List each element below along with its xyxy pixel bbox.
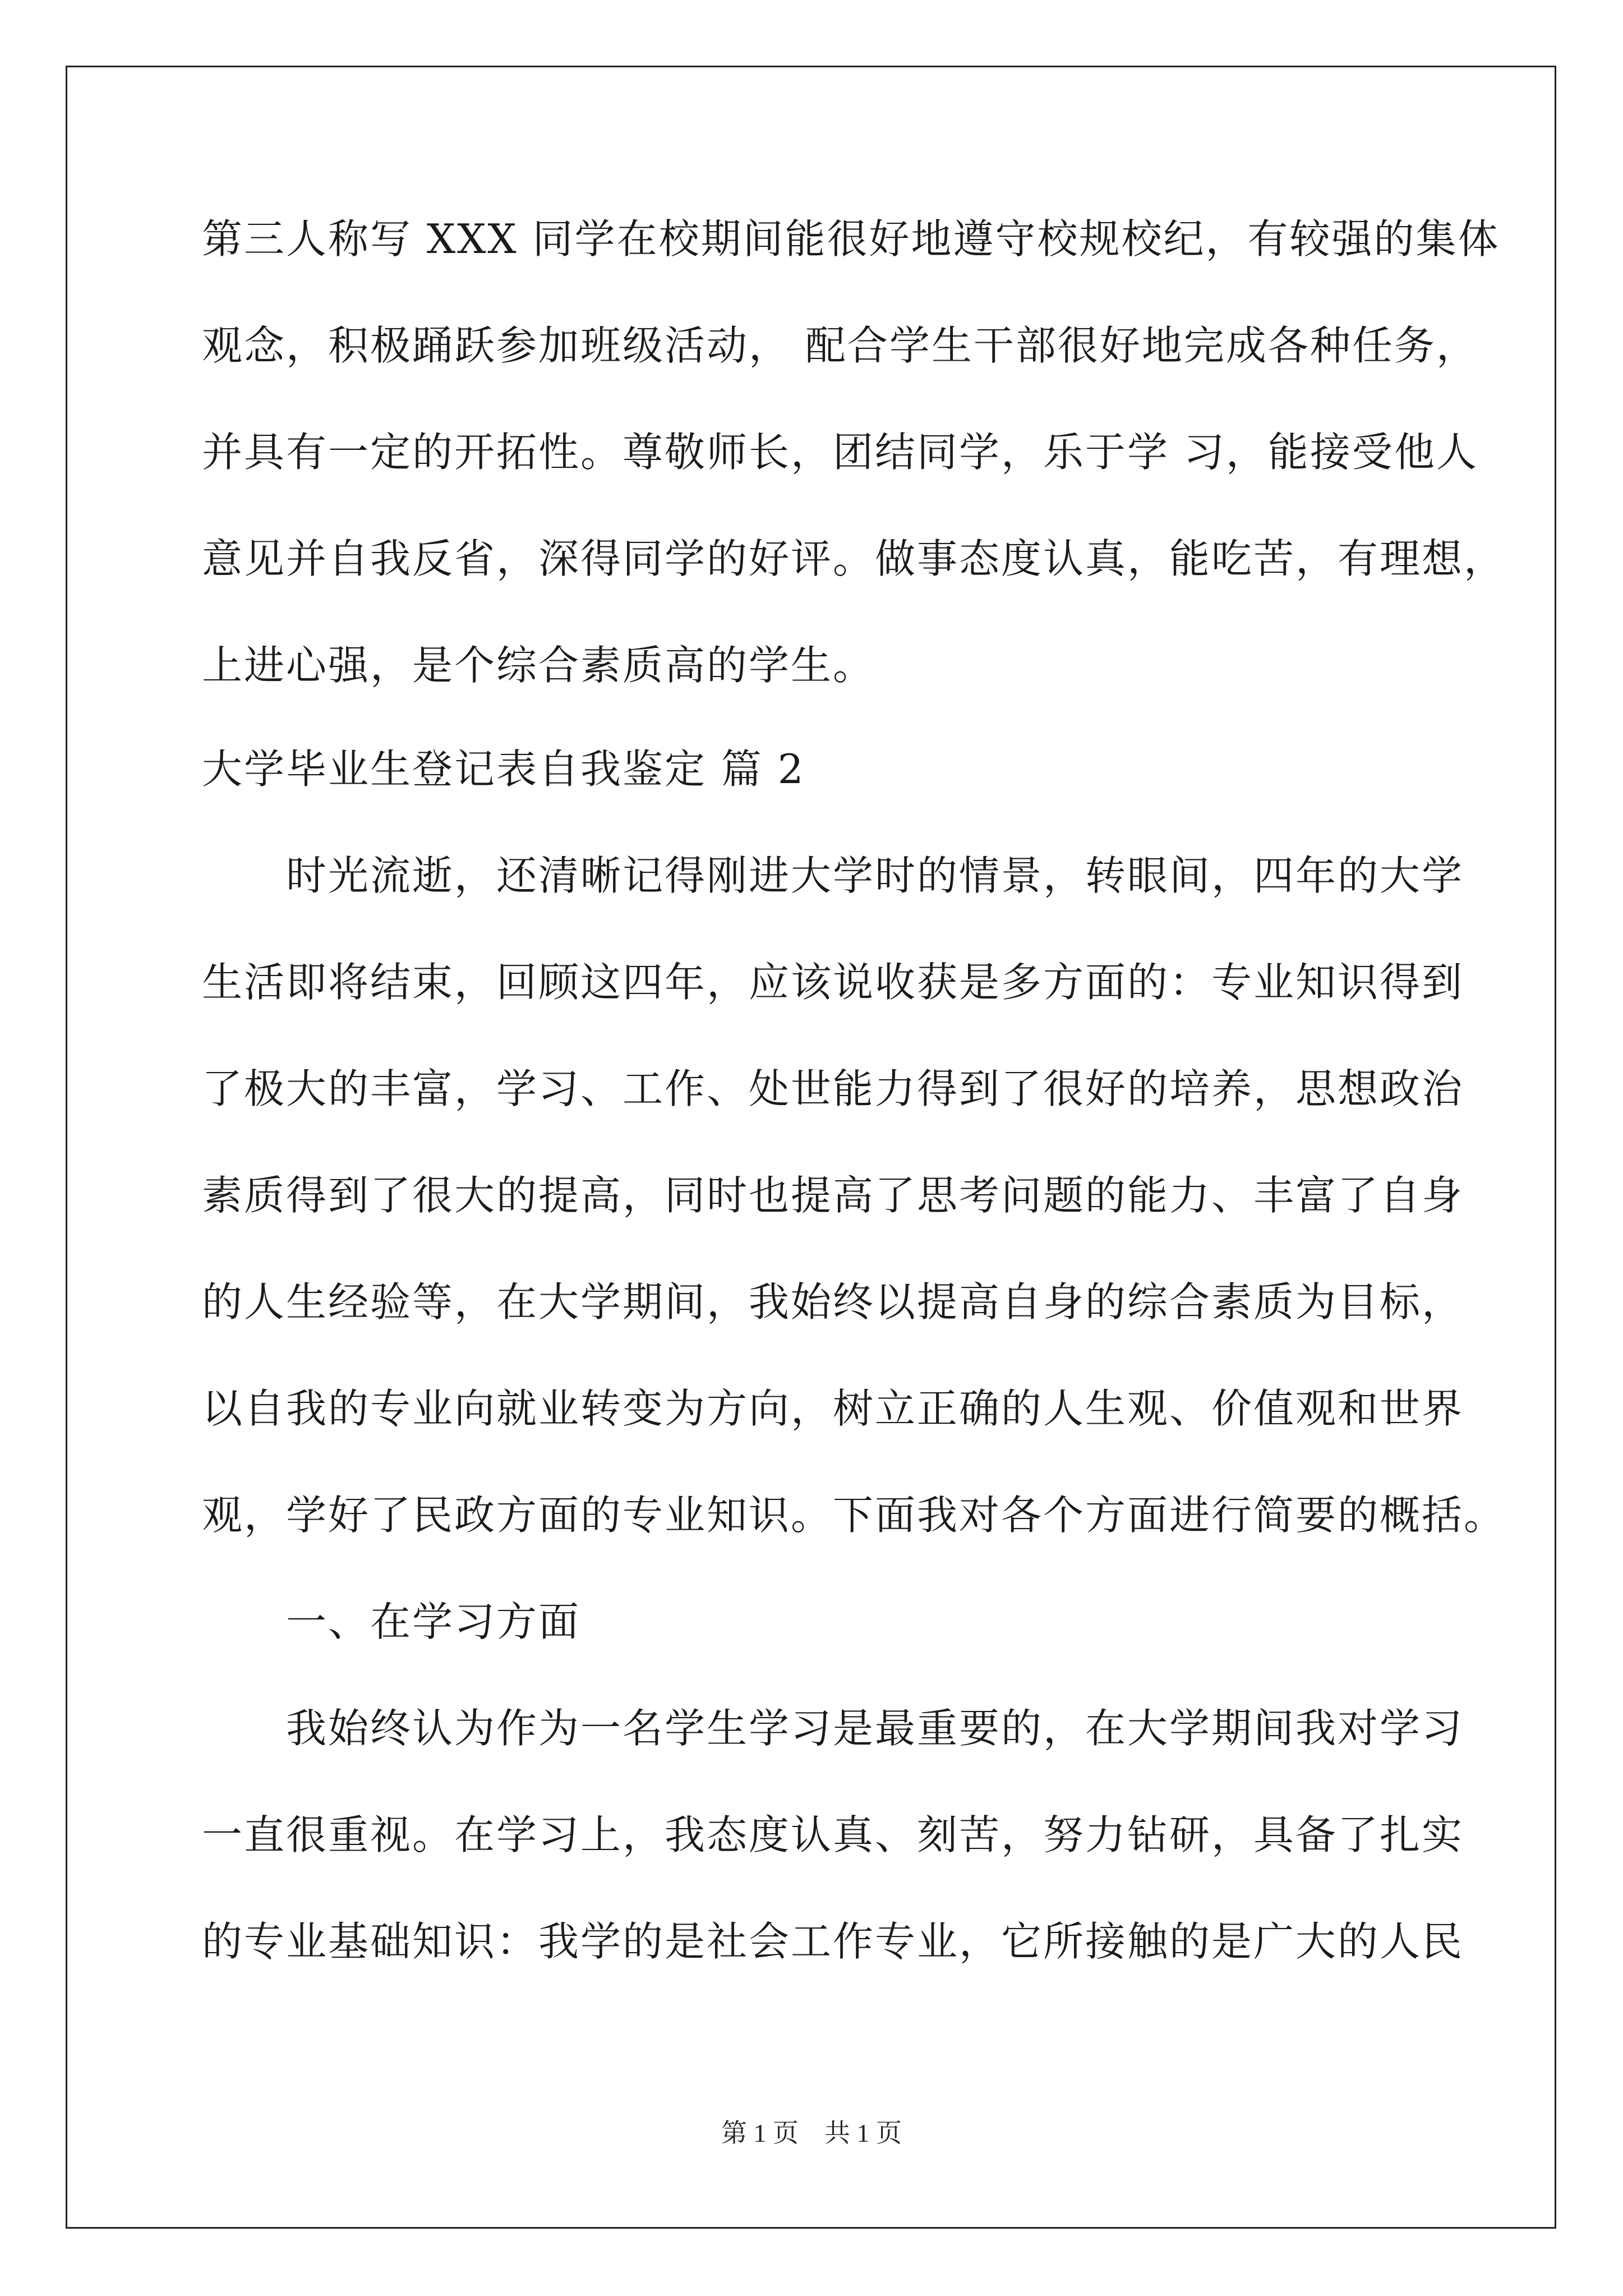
text-line-4: 意见并自我反省，深得同学的好评。做事态度认真，能吃苦，有理想， xyxy=(202,535,1506,582)
text-line-12: 以自我的专业向就业转变为方向，树立正确的人生观、价值观和世界 xyxy=(202,1385,1464,1432)
text-line-15: 我始终认为作为一名学生学习是最重要的，在大学期间我对学习 xyxy=(202,1705,1464,1752)
text-line-9: 了极大的丰富，学习、工作、处世能力得到了很好的培养，思想政治 xyxy=(202,1065,1464,1112)
text-line-8: 生活即将结束，回顾这四年，应该说收获是多方面的：专业知识得到 xyxy=(202,959,1464,1006)
text-line-10: 素质得到了很大的提高，同时也提高了思考问题的能力、丰富了自身 xyxy=(202,1172,1464,1219)
text-line-17: 的专业基础知识：我学的是社会工作专业，它所接触的是广大的人民 xyxy=(202,1918,1464,1965)
text-line-13: 观，学好了民政方面的专业知识。下面我对各个方面进行简要的概括。 xyxy=(202,1492,1506,1539)
text-line-5: 上进心强，是个综合素质高的学生。 xyxy=(202,642,875,689)
text-line-2: 观念，积极踊跃参加班级活动， 配合学生干部很好地完成各种任务， xyxy=(202,322,1478,369)
section-heading: 大学毕业生登记表自我鉴定 篇 2 xyxy=(202,746,805,793)
page-number-footer: 第 1 页 共 1 页 xyxy=(721,2119,902,2147)
text-line-7: 时光流逝，还清晰记得刚进大学时的情景，转眼间，四年的大学 xyxy=(202,852,1464,899)
text-line-3: 并具有一定的开拓性。尊敬师长，团结同学，乐于学 习，能接受他人 xyxy=(202,429,1478,476)
text-line-1: 第三人称写 XXX 同学在校期间能很好地遵守校规校纪，有较强的集体 xyxy=(202,215,1500,263)
page-border xyxy=(66,66,1556,2229)
text-line-11: 的人生经验等，在大学期间，我始终以提高自身的综合素质为目标， xyxy=(202,1278,1464,1326)
subsection-heading: 一、在学习方面 xyxy=(202,1598,581,1645)
text-line-16: 一直很重视。在学习上，我态度认真、刻苦，努力钻研，具备了扎实 xyxy=(202,1811,1464,1858)
